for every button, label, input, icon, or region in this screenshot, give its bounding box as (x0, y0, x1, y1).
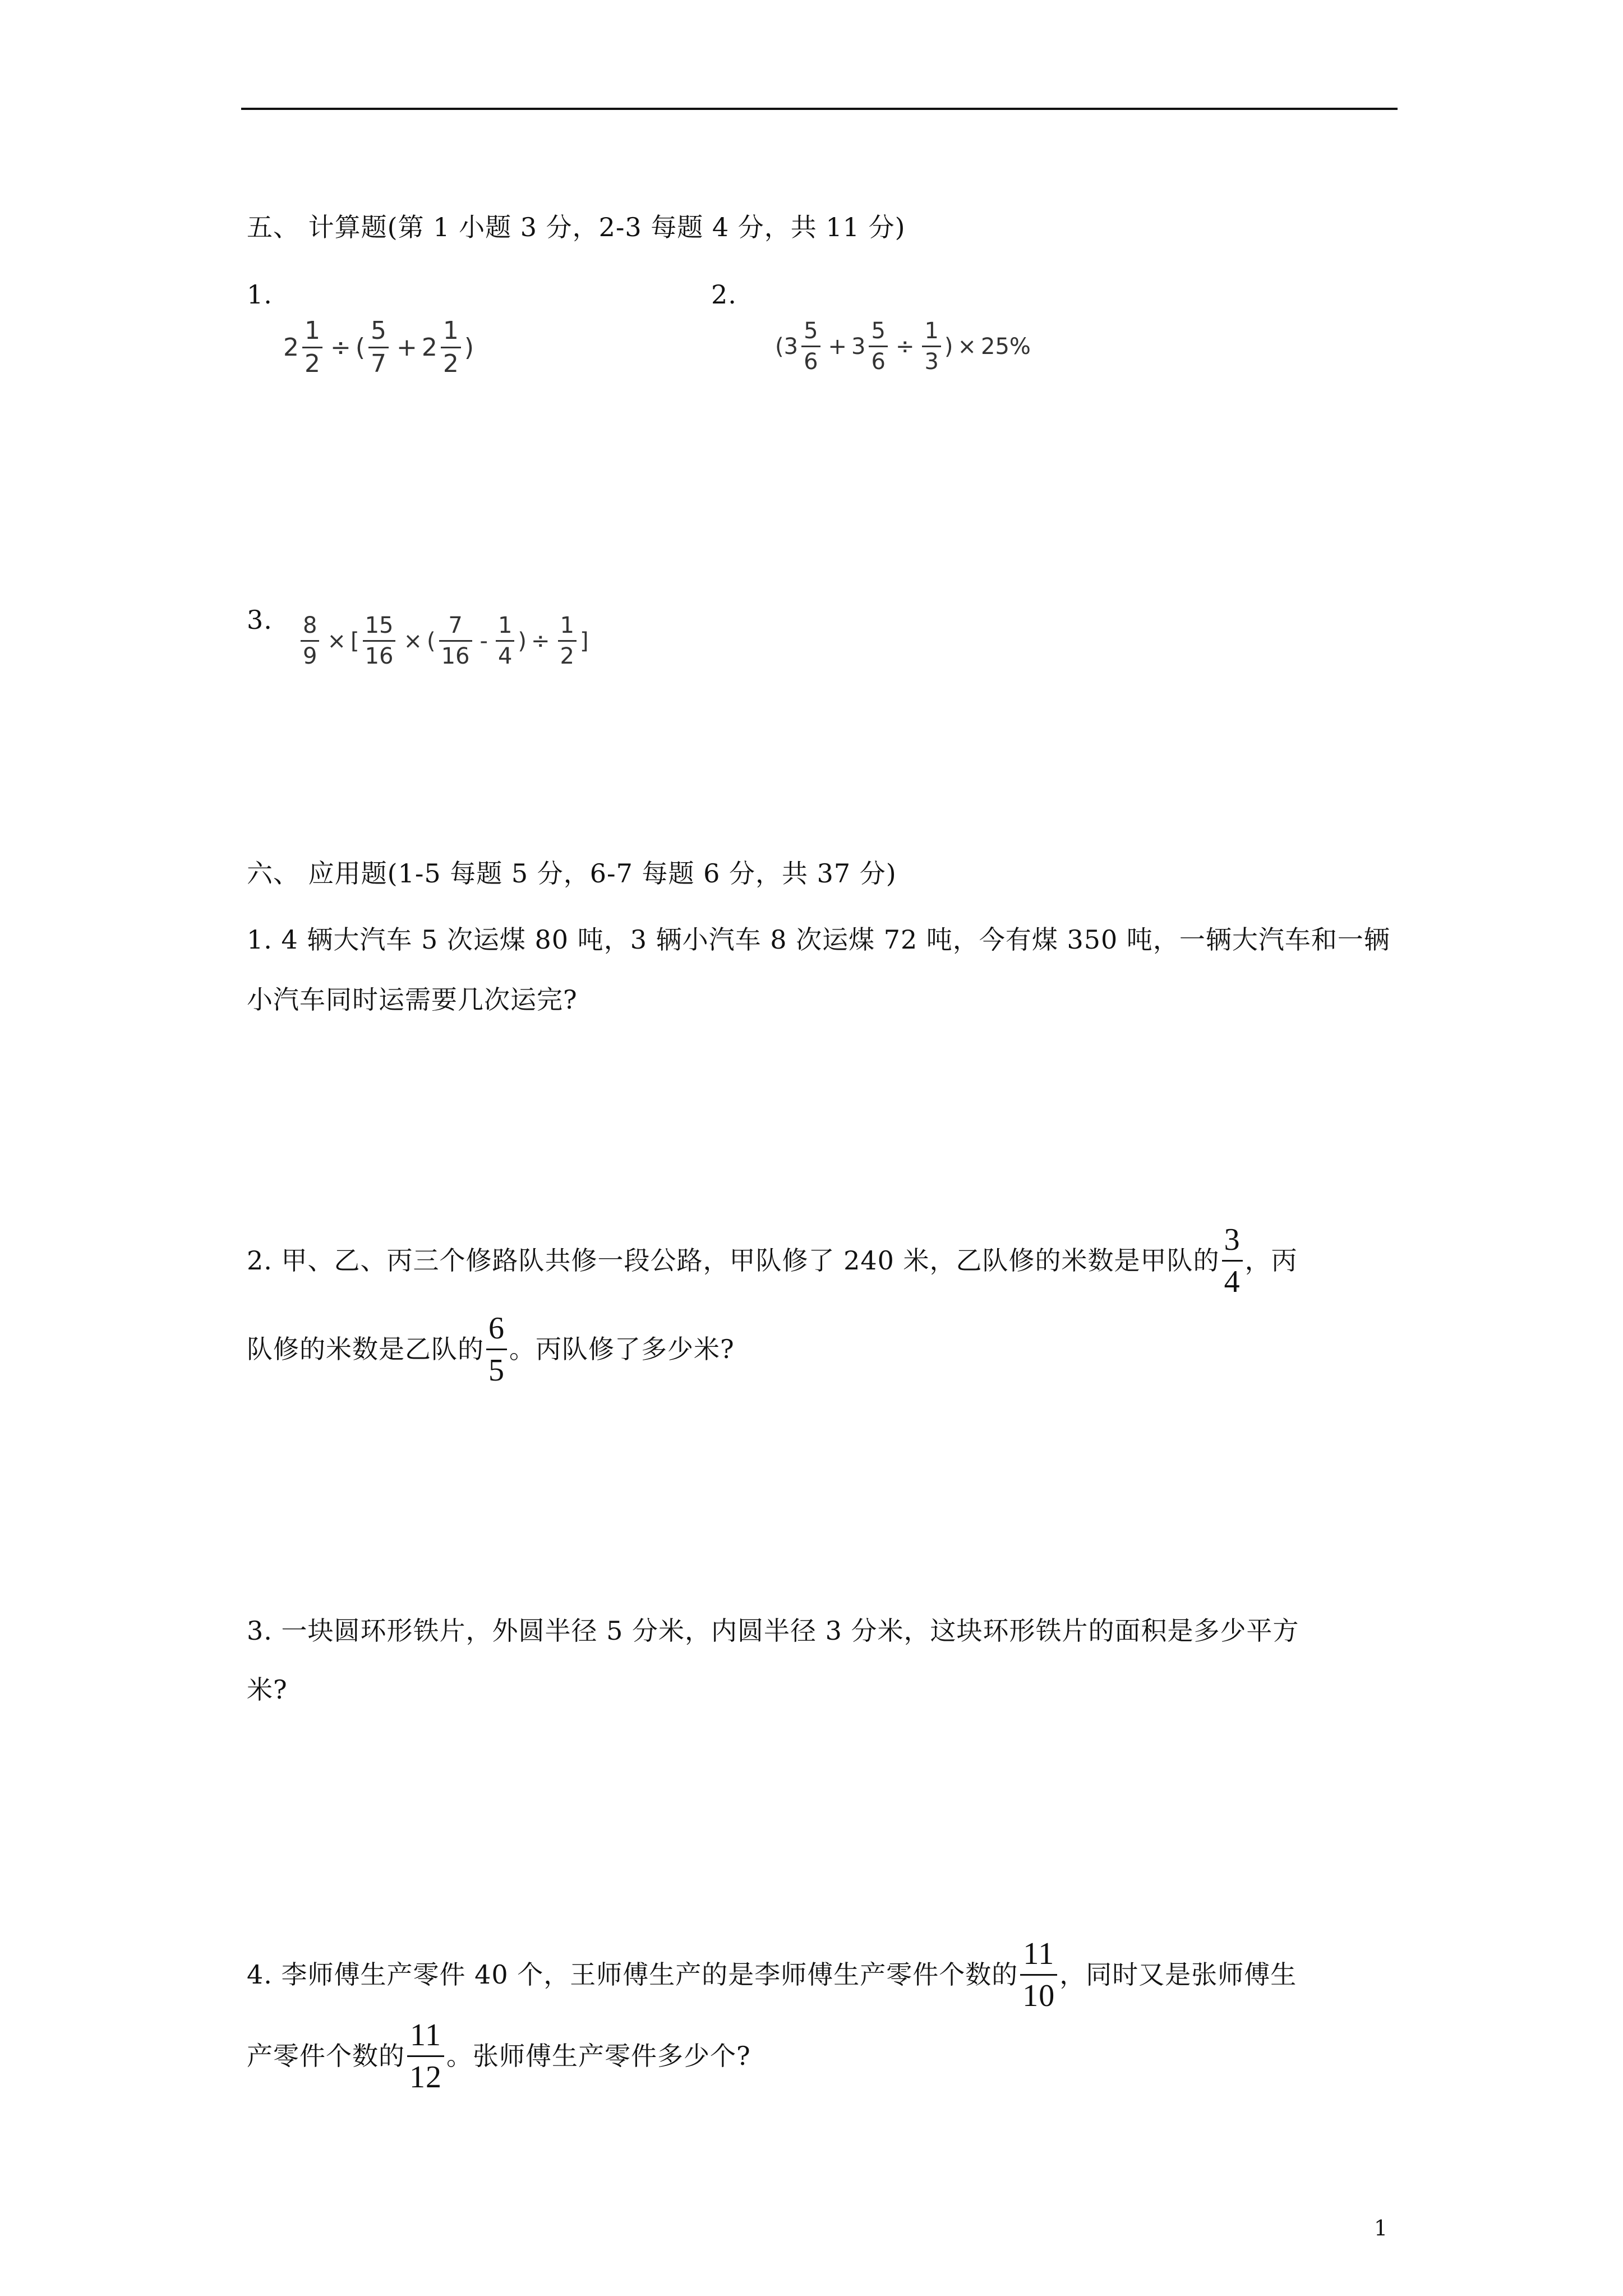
q3-fraction-2: $\frac{15}{16}$ (363, 614, 396, 668)
problem-2-line-1 (247, 1224, 1298, 1297)
problem-2-line-2 (247, 1313, 735, 1386)
section-5-heading: 五、 计算题(第 1 小题 3 分，2-3 每题 4 分，共 11 分) (247, 212, 906, 242)
problem-1-line-2: 小汽车同时运需要几次运完? (247, 984, 578, 1015)
problem-4-text-2: 产零件个数的 (247, 2040, 405, 2071)
problem-4-text-1: 4. 李师傅生产零件 40 个，王师傅生产的是李师傅生产零件个数的 (247, 1959, 1018, 1990)
q3-fraction-4: $\frac{1}{4}$ (496, 614, 514, 668)
q1-fraction-2: $\frac{5}{7}$ (368, 319, 389, 376)
page-number: 1 (1374, 2216, 1388, 2240)
problem-3-line-1: 3. 一块圆环形铁片，外圆半径 5 分米，内圆半径 3 分米，这块环形铁片的面积是多少平方 (247, 1616, 1299, 1646)
problem-3-line-2: 米? (247, 1674, 288, 1705)
q3-fraction-3: $\frac{7}{16}$ (439, 614, 472, 668)
q3-expression: $\frac{8}{9}$ × [ $\frac{15}{16}$ × ( $\frac{7}{16}$ - $\frac{1}{4}$ ) ÷ $\frac{1}{2}$ ] (297, 614, 589, 668)
q1-whole-1: 2 (283, 333, 299, 362)
q1-label: 1. (247, 279, 273, 310)
problem-1-line-1: 1. 4 辆大汽车 5 次运煤 80 吨，3 辆小汽车 8 次运煤 72 吨，今有煤 350 吨，一辆大汽车和一辆 (247, 924, 1390, 955)
q2-whole-1: 3 (783, 333, 799, 360)
header-rule (241, 108, 1398, 110)
problem-2-fraction-6-5: $\frac{6}{5}$ (486, 1313, 507, 1386)
q2-percent: 25% (981, 333, 1031, 360)
problem-4-line-1 (247, 1938, 1297, 2012)
problem-2-text-1: 2. 甲、乙、丙三个修路队共修一段公路，甲队修了 240 米，乙队修的米数是甲队的 (247, 1245, 1220, 1276)
q3-label: 3. (247, 605, 273, 635)
problem-2-text-2: 队修的米数是乙队的 (247, 1333, 484, 1364)
q1-fraction-1: $\frac{1}{2}$ (302, 319, 322, 376)
problem-4-tail-2: 。张师傅生产零件多少个? (446, 2040, 751, 2071)
q2-expression: ( 3 $\frac{5}{6}$ + 3 $\frac{5}{6}$ ÷ $\frac{1}{3}$ ) × 25% (775, 318, 1031, 375)
problem-4-line-2 (247, 2019, 751, 2093)
q2-fraction-2: $\frac{5}{6}$ (869, 320, 887, 373)
q1-fraction-3: $\frac{1}{2}$ (441, 319, 461, 376)
problem-2-fraction-3-4: $\frac{3}{4}$ (1222, 1224, 1243, 1297)
q2-fraction-1: $\frac{5}{6}$ (801, 320, 820, 373)
problem-4-fraction-11-10: $\frac{11}{10}$ (1020, 1938, 1057, 2012)
q1-expression: 2 $\frac{1}{2}$ ÷ ( $\frac{5}{7}$ + 2 $\frac{1}{2}$ ) (283, 316, 474, 378)
q2-fraction-3: $\frac{1}{3}$ (922, 320, 940, 373)
problem-4-fraction-11-12: $\frac{11}{12}$ (407, 2019, 444, 2093)
q2-whole-2: 3 (851, 333, 866, 360)
q2-label: 2. (711, 279, 737, 310)
problem-2-tail-1: ，丙 (1244, 1245, 1298, 1276)
q1-whole-2: 2 (421, 333, 437, 362)
section-6-heading: 六、 应用题(1-5 每题 5 分，6-7 每题 6 分，共 37 分) (247, 858, 897, 889)
problem-4-tail-1: ，同时又是张师傅生 (1059, 1959, 1297, 1990)
q3-fraction-5: $\frac{1}{2}$ (558, 614, 577, 668)
q3-fraction-1: $\frac{8}{9}$ (301, 614, 319, 668)
problem-2-tail-2: 。丙队修了多少米? (509, 1333, 735, 1364)
